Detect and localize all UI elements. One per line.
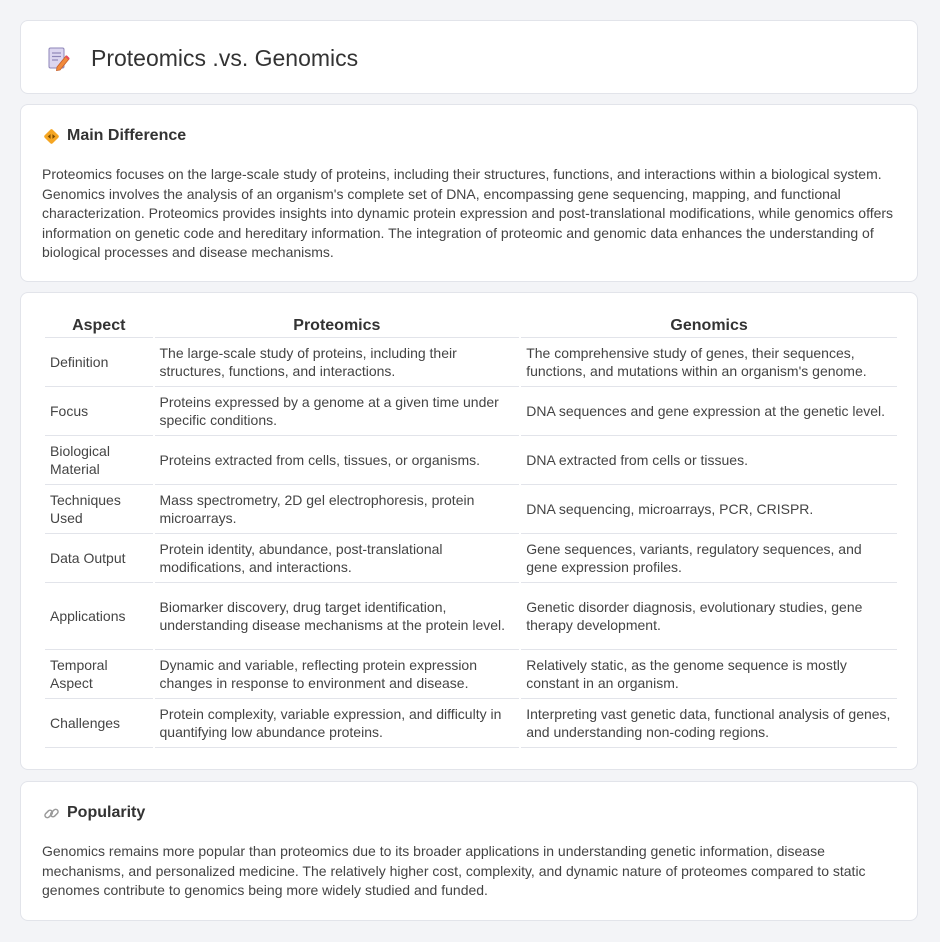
row-proteomics: The large-scale study of proteins, including their structures, functions, and interactions. <box>155 338 520 387</box>
table-row <box>45 650 897 699</box>
row-aspect: Data Output <box>45 534 153 583</box>
main-difference-text: Proteomics focuses on the large-scale study of proteins, including their structures, functions, and interactions within a biological system. Genomics involves the analysis of an organism's complete set of DNA, encompassing gene sequencing, mapping, and functional characterization. Proteomics provides insights into dynamic protein expression and post-translational modifications, while genomics offers information on genetic code and hereditary information. The integration of proteomic and genomic data enhances the understanding of biological processes and disease mechanisms. <box>42 166 894 260</box>
row-proteomics: Biomarker discovery, drug target identification, understanding disease mechanisms at the protein level. <box>155 583 520 650</box>
row-aspect: Definition <box>45 338 153 387</box>
row-aspect: Applications <box>45 583 153 650</box>
popularity-text: Genomics remains more popular than proteomics due to its broader applications in understanding genetic information, disease mechanisms, and personalized medicine. The relatively higher cost, complexity, and dynamic nature of proteomes compared to static genomes contribute to genomics being more widely studied and funded. <box>42 843 866 898</box>
row-genomics: The comprehensive study of genes, their sequences, functions, and mutations within an organism's genome. <box>521 338 897 387</box>
link-icon <box>43 805 60 822</box>
row-proteomics: Protein complexity, variable expression, and difficulty in quantifying low abundance proteins. <box>155 699 520 748</box>
main-difference-card <box>20 104 918 282</box>
row-aspect: Biological Material <box>45 436 153 485</box>
main-difference-title: Main Difference <box>67 127 187 144</box>
row-proteomics: Mass spectrometry, 2D gel electrophoresis, protein microarrays. <box>155 485 520 534</box>
table-row <box>45 485 897 534</box>
row-genomics: DNA sequencing, microarrays, PCR, CRISPR. <box>521 485 897 534</box>
table-row <box>45 338 897 387</box>
table-row <box>45 387 897 436</box>
comparison-card <box>20 292 918 770</box>
row-aspect: Techniques Used <box>45 485 153 534</box>
row-aspect: Focus <box>45 387 153 436</box>
row-genomics: DNA sequences and gene expression at the genetic level. <box>521 387 897 436</box>
table-header-row <box>45 316 897 338</box>
row-proteomics: Proteins extracted from cells, tissues, or organisms. <box>155 436 520 485</box>
table-row <box>45 534 897 583</box>
table-row <box>45 699 897 748</box>
header-proteomics: Proteomics <box>155 316 520 338</box>
row-genomics: Interpreting vast genetic data, functional analysis of genes, and understanding non-coding regions. <box>521 699 897 748</box>
row-genomics: Relatively static, as the genome sequence is mostly constant in an organism. <box>521 650 897 699</box>
row-genomics: Genetic disorder diagnosis, evolutionary studies, gene therapy development. <box>521 583 897 650</box>
popularity-title: Popularity <box>67 804 146 821</box>
diamond-arrows-icon <box>43 128 60 145</box>
row-proteomics: Proteins expressed by a genome at a given time under specific conditions. <box>155 387 520 436</box>
table-row <box>45 436 897 485</box>
popularity-card <box>20 781 918 921</box>
document-pencil-icon <box>45 46 71 72</box>
row-aspect: Temporal Aspect <box>45 650 153 699</box>
row-proteomics: Dynamic and variable, reflecting protein expression changes in response to environment and disease. <box>155 650 520 699</box>
title-row <box>45 45 358 72</box>
header-genomics: Genomics <box>521 316 897 338</box>
table-row <box>45 583 897 650</box>
page-title: Proteomics .vs. Genomics <box>91 45 359 71</box>
row-genomics: DNA extracted from cells or tissues. <box>521 436 897 485</box>
comparison-table <box>43 316 899 748</box>
title-card <box>20 20 918 94</box>
row-aspect: Challenges <box>45 699 153 748</box>
popularity-header <box>43 804 145 822</box>
main-difference-header <box>43 127 186 145</box>
header-aspect: Aspect <box>45 316 153 338</box>
row-proteomics: Protein identity, abundance, post-translational modifications, and interactions. <box>155 534 520 583</box>
row-genomics: Gene sequences, variants, regulatory sequences, and gene expression profiles. <box>521 534 897 583</box>
